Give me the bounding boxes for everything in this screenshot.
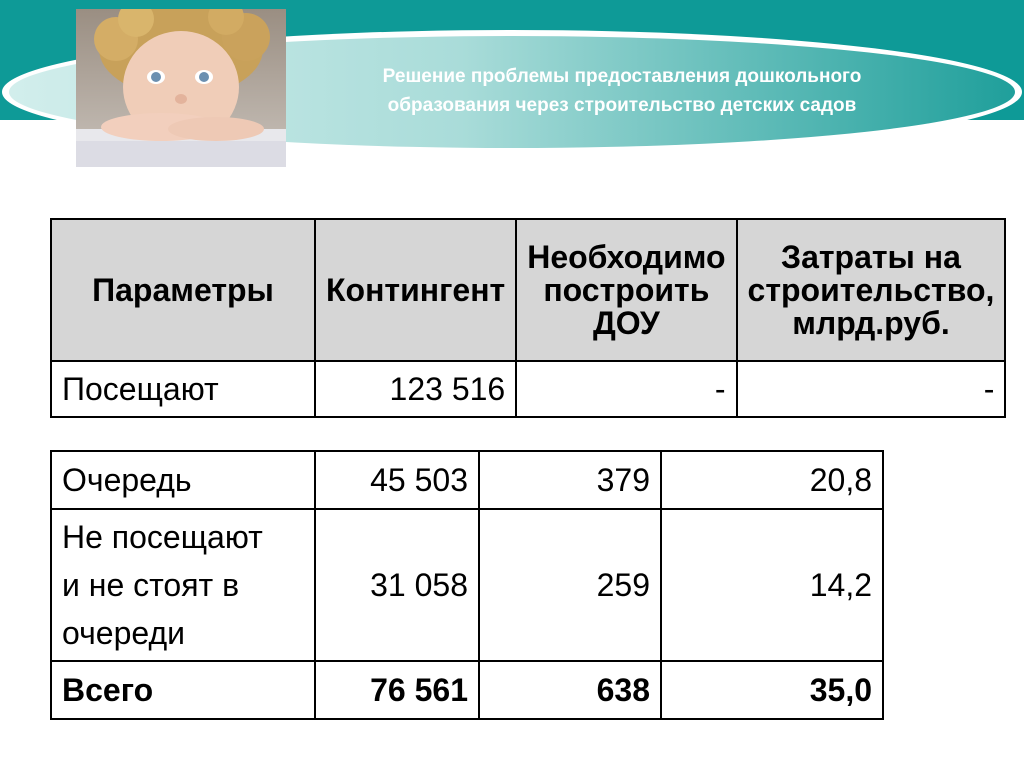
- title-line-1: Решение проблемы предоставления дошкольного: [382, 66, 862, 87]
- row-build: 259: [479, 509, 661, 661]
- data-table: [50, 450, 884, 720]
- table-row: [51, 451, 883, 509]
- row-cost: 20,8: [661, 451, 883, 509]
- table-header-row: [51, 219, 1005, 361]
- total-contingent: 76 561: [315, 661, 479, 719]
- header-build: Необходимо построить ДОУ: [516, 219, 736, 361]
- row-label: Посещают: [51, 361, 315, 417]
- header-table: [50, 218, 1006, 418]
- row-label: Не посещают и не стоят в очереди: [51, 509, 315, 661]
- total-row: [51, 661, 883, 719]
- table-row: [51, 509, 883, 661]
- table-row: [51, 361, 1005, 417]
- row-build: 379: [479, 451, 661, 509]
- row-cost: -: [737, 361, 1006, 417]
- child-photo-icon: [76, 9, 286, 167]
- page-title: [292, 62, 952, 120]
- total-cost: 35,0: [661, 661, 883, 719]
- row-label: Очередь: [51, 451, 315, 509]
- row-cost: 14,2: [661, 509, 883, 661]
- row-contingent: 31 058: [315, 509, 479, 661]
- row-contingent: 123 516: [315, 361, 516, 417]
- header-params: Параметры: [51, 219, 315, 361]
- total-label: Всего: [51, 661, 315, 719]
- total-build: 638: [479, 661, 661, 719]
- row-contingent: 45 503: [315, 451, 479, 509]
- header-contingent: Контингент: [315, 219, 516, 361]
- row-build: -: [516, 361, 736, 417]
- title-line-2: образования через строительство детских садов: [387, 95, 857, 116]
- header-cost: Затраты на строительство, млрд.руб.: [737, 219, 1006, 361]
